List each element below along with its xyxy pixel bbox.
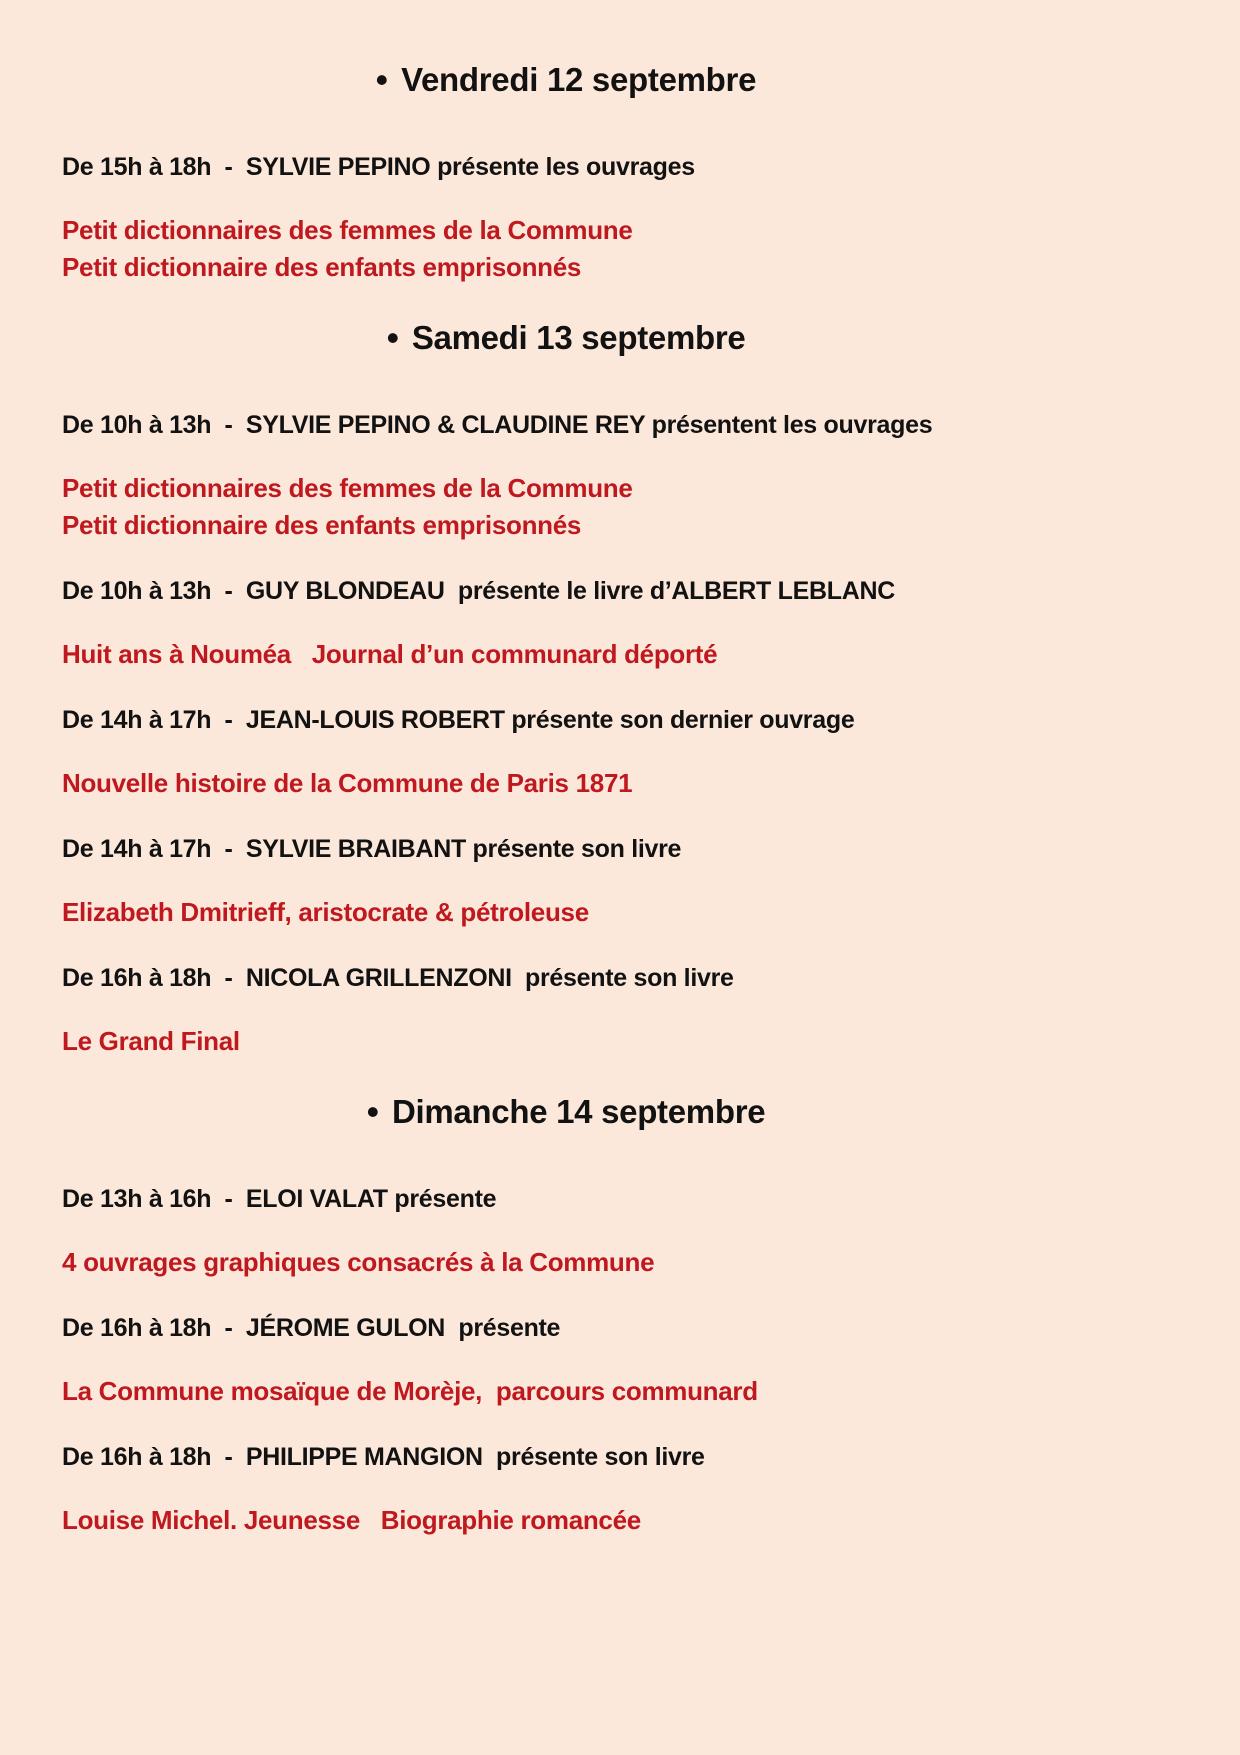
event-line: De 10h à 13h - SYLVIE PEPINO & CLAUDINE REY présentent les ouvrages xyxy=(62,411,933,439)
event-line: De 13h à 16h - ELOI VALAT présente xyxy=(62,1185,497,1213)
work-title: Petit dictionnaires des femmes de la Commune xyxy=(62,473,633,503)
work-title: Nouvelle histoire de la Commune de Paris 1871 xyxy=(62,768,633,798)
day-section-samedi xyxy=(62,318,1200,1060)
event-line: De 16h à 18h - PHILIPPE MANGION présente son livre xyxy=(62,1443,705,1471)
event-line: De 14h à 17h - JEAN-LOUIS ROBERT présente son dernier ouvrage xyxy=(62,706,855,734)
day-heading-samedi xyxy=(62,318,1200,358)
work-title: Louise Michel. Jeunesse Biographie romancée xyxy=(62,1505,641,1535)
work-title: Elizabeth Dmitrieff, aristocrate & pétroleuse xyxy=(62,897,589,927)
work-title-group xyxy=(62,636,1200,673)
work-title: Petit dictionnaires des femmes de la Commune xyxy=(62,215,633,245)
day-title-text: Dimanche 14 septembre xyxy=(391,1093,766,1130)
bullet-icon: • xyxy=(366,1092,379,1131)
work-title-group xyxy=(62,212,1200,286)
work-title-group xyxy=(62,1244,1200,1281)
work-title-group xyxy=(62,470,1200,544)
work-title: 4 ouvrages graphiques consacrés à la Commune xyxy=(62,1247,655,1277)
day-title-text: Samedi 13 septembre xyxy=(411,319,746,356)
event-line: De 14h à 17h - SYLVIE BRAIBANT présente son livre xyxy=(62,835,682,863)
work-title: Le Grand Final xyxy=(62,1026,240,1056)
event-line: De 16h à 18h - NICOLA GRILLENZONI présente son livre xyxy=(62,964,734,992)
day-heading-dimanche xyxy=(62,1092,1200,1132)
day-section-vendredi xyxy=(62,60,1200,286)
day-heading-vendredi xyxy=(62,60,1200,100)
event-line: De 10h à 13h - GUY BLONDEAU présente le livre d’ALBERT LEBLANC xyxy=(62,577,895,605)
work-title-group xyxy=(62,1502,1200,1539)
work-title-group xyxy=(62,765,1200,802)
event-line: De 15h à 18h - SYLVIE PEPINO présente les ouvrages xyxy=(62,153,695,181)
bullet-icon: • xyxy=(375,60,388,99)
work-title: Petit dictionnaire des enfants emprisonnés xyxy=(62,510,582,540)
work-title-group xyxy=(62,894,1200,931)
day-title-text: Vendredi 12 septembre xyxy=(401,61,757,98)
work-title-group xyxy=(62,1373,1200,1410)
bullet-icon: • xyxy=(386,318,399,357)
work-title: Petit dictionnaire des enfants emprisonnés xyxy=(62,252,582,282)
work-title: Huit ans à Nouméa Journal d’un communard déporté xyxy=(62,639,718,669)
work-title-group xyxy=(62,1023,1200,1060)
event-line: De 16h à 18h - JÉROME GULON présente xyxy=(62,1314,561,1342)
day-section-dimanche xyxy=(62,1092,1200,1539)
work-title: La Commune mosaïque de Morèje, parcours communard xyxy=(62,1376,758,1406)
